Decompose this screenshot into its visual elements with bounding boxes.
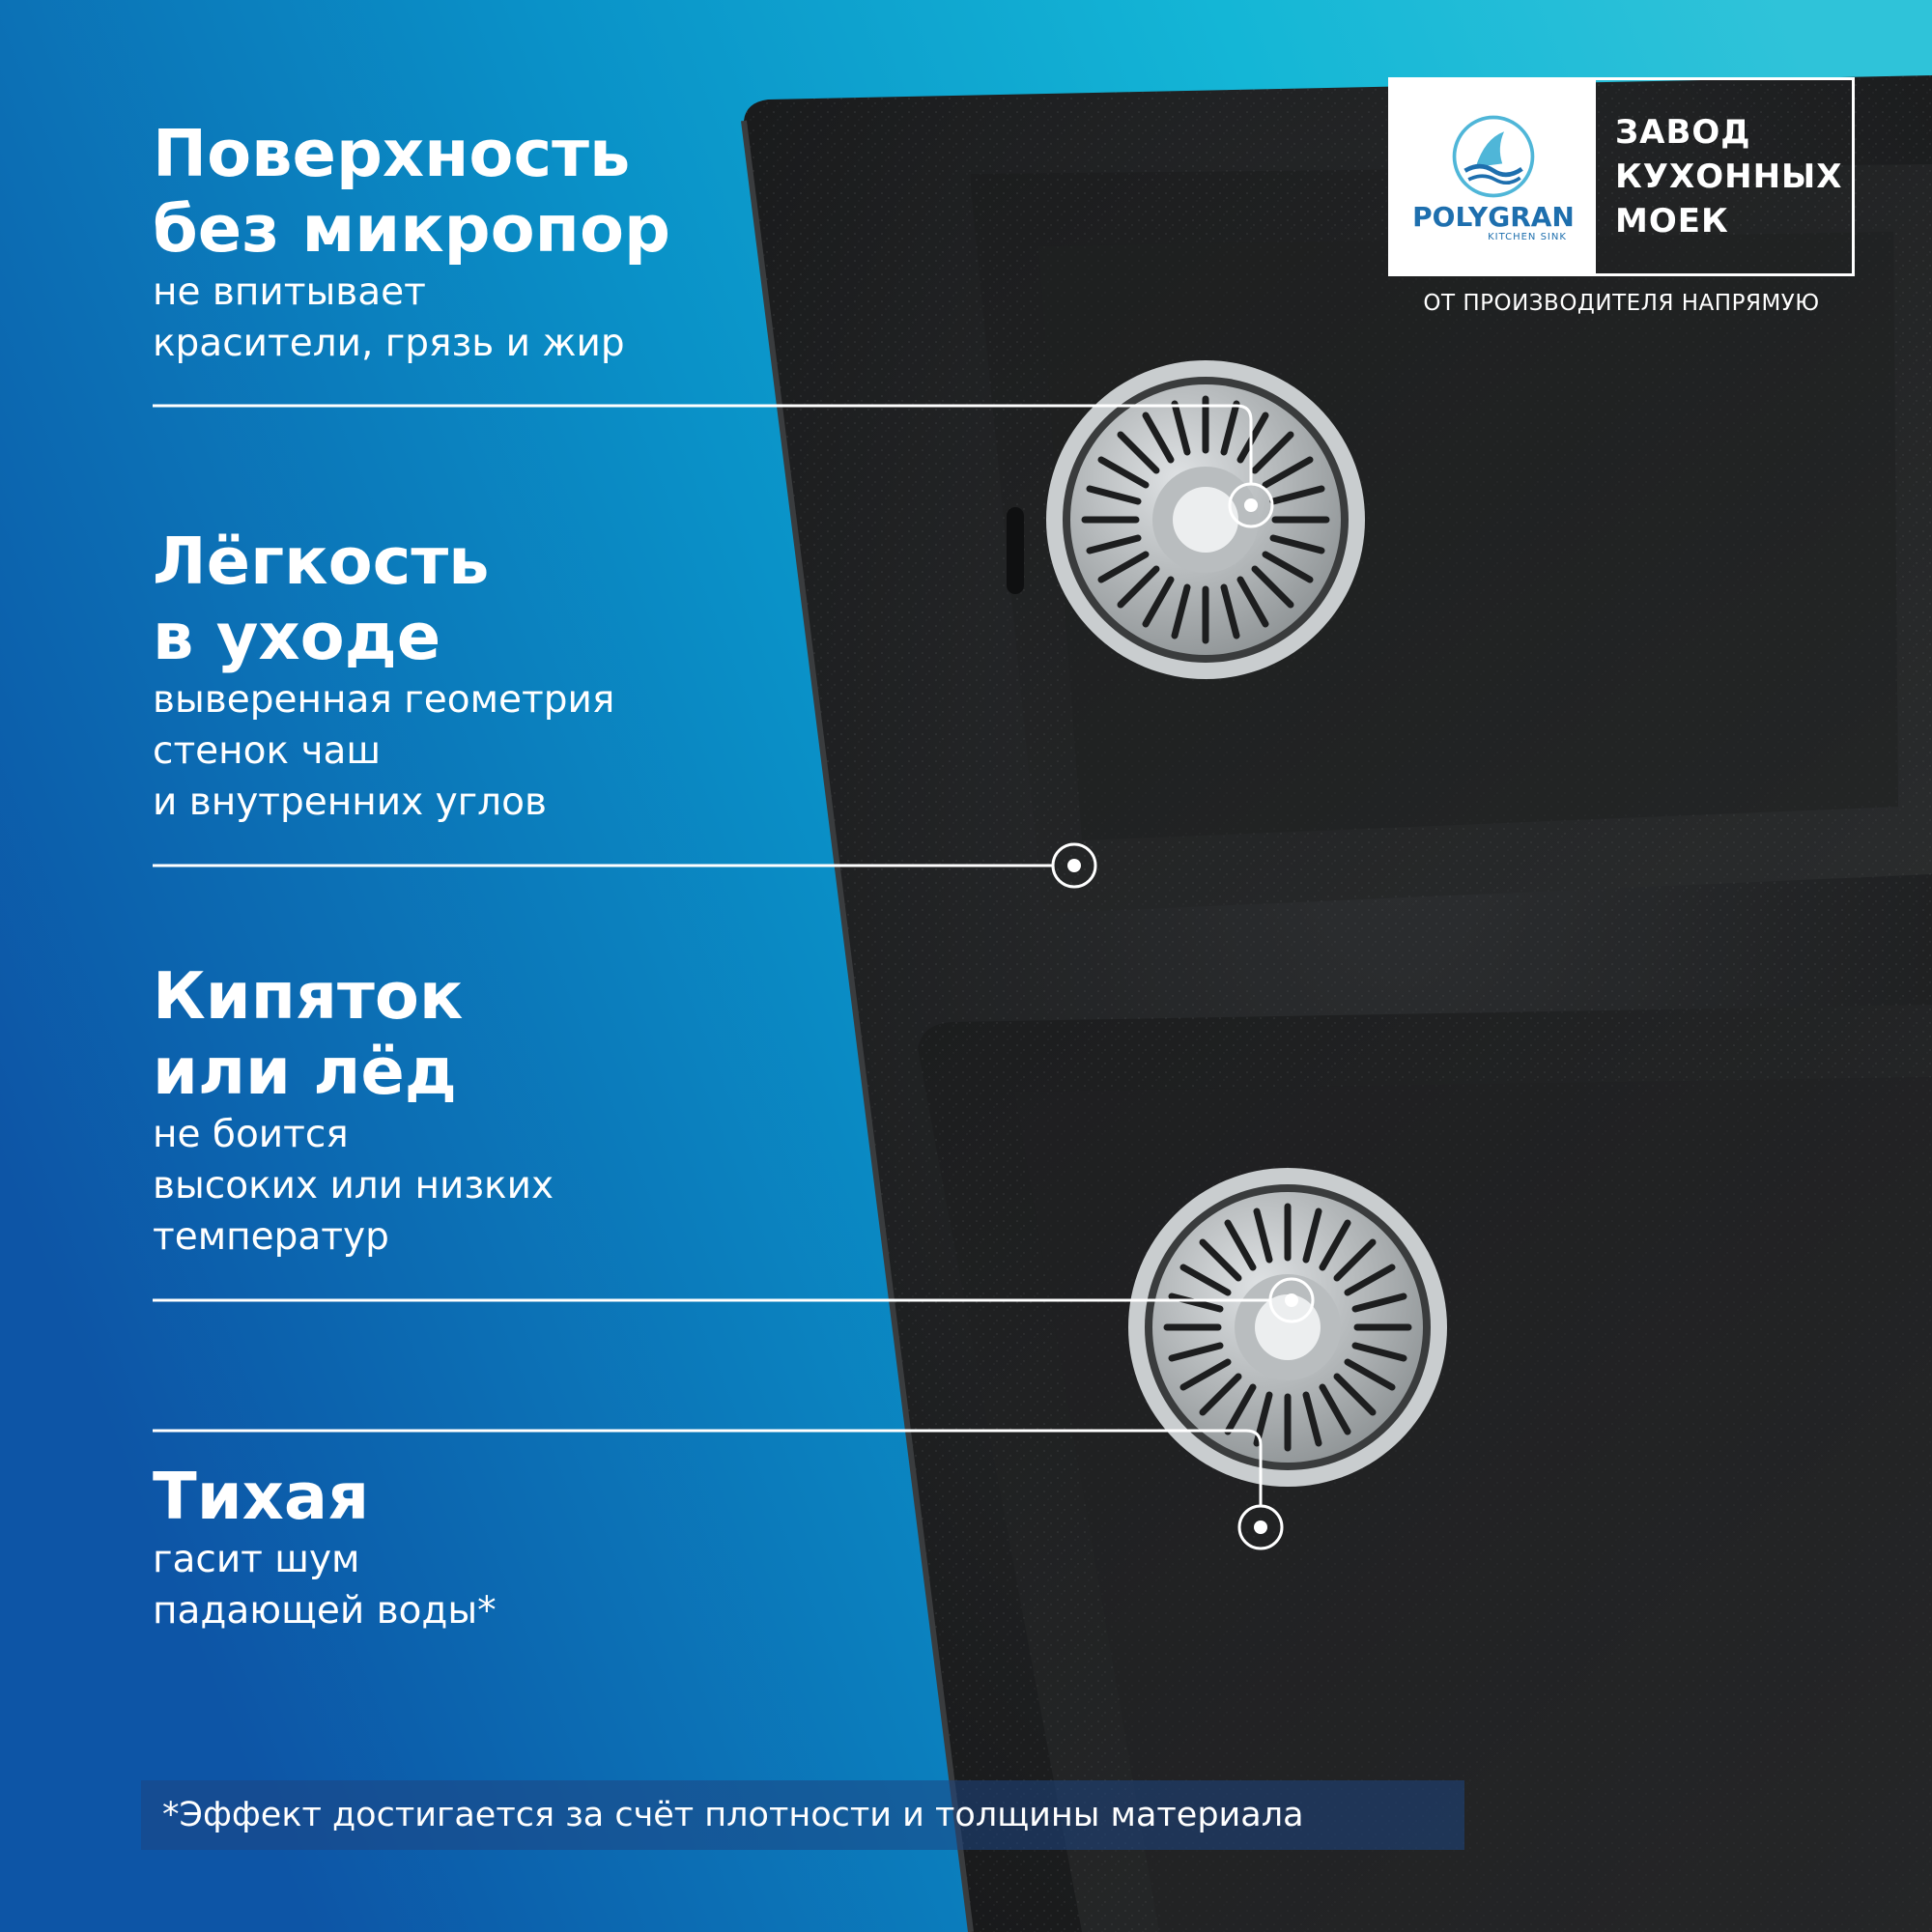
brand-logo xyxy=(1391,80,1596,273)
feature-quiet xyxy=(153,1459,497,1636)
feature-title xyxy=(153,1459,497,1534)
brand-name: POLYGRAN xyxy=(1412,200,1575,233)
feature-title-line: Кипяток xyxy=(153,958,464,1034)
feature-description xyxy=(153,1109,554,1263)
factory-label-line: МОЕК xyxy=(1615,202,1729,241)
feature-title-line: Тихая xyxy=(153,1459,370,1534)
feature-surface xyxy=(153,116,670,369)
feature-title xyxy=(153,524,614,674)
brand-logo-block xyxy=(1388,77,1855,276)
feature-description xyxy=(153,1534,497,1636)
feature-title-line: без микропор xyxy=(153,191,670,267)
feature-title-line: в уходе xyxy=(153,599,441,674)
feature-title-line: Лёгкость xyxy=(153,524,490,599)
footnote-text: *Эффект достигается за счёт плотности и толщины материала xyxy=(162,1796,1304,1834)
feature-temperature xyxy=(153,958,554,1263)
feature-desc-line: выверенная геометрия xyxy=(153,678,615,722)
feature-title-line: Поверхность xyxy=(153,116,631,191)
feature-description xyxy=(153,674,614,828)
feature-desc-line: не впитывает xyxy=(153,270,426,314)
feature-desc-line: гасит шум xyxy=(153,1538,360,1581)
footnote-bar xyxy=(141,1780,1464,1850)
feature-desc-line: не боится xyxy=(153,1113,349,1156)
factory-label-line: КУХОННЫХ xyxy=(1615,157,1843,196)
feature-title-line: или лёд xyxy=(153,1034,457,1109)
factory-label xyxy=(1596,80,1852,273)
feature-title xyxy=(153,958,554,1109)
feature-description xyxy=(153,267,670,369)
feature-desc-line: красители, грязь и жир xyxy=(153,322,625,365)
feature-desc-line: температур xyxy=(153,1215,389,1259)
factory-label-line: ЗАВОД xyxy=(1615,113,1751,152)
brand-subtitle: KITCHEN SINK xyxy=(1488,231,1567,242)
polygran-logo-icon xyxy=(1449,112,1538,201)
feature-title xyxy=(153,116,670,267)
feature-desc-line: и внутренних углов xyxy=(153,781,547,824)
feature-desc-line: падающей воды* xyxy=(153,1589,497,1633)
brand-tagline: ОТ ПРОИЗВОДИТЕЛЯ НАПРЯМУЮ xyxy=(1423,291,1820,316)
feature-easy-care xyxy=(153,524,614,828)
feature-desc-line: стенок чаш xyxy=(153,729,382,773)
feature-desc-line: высоких или низких xyxy=(153,1164,554,1208)
